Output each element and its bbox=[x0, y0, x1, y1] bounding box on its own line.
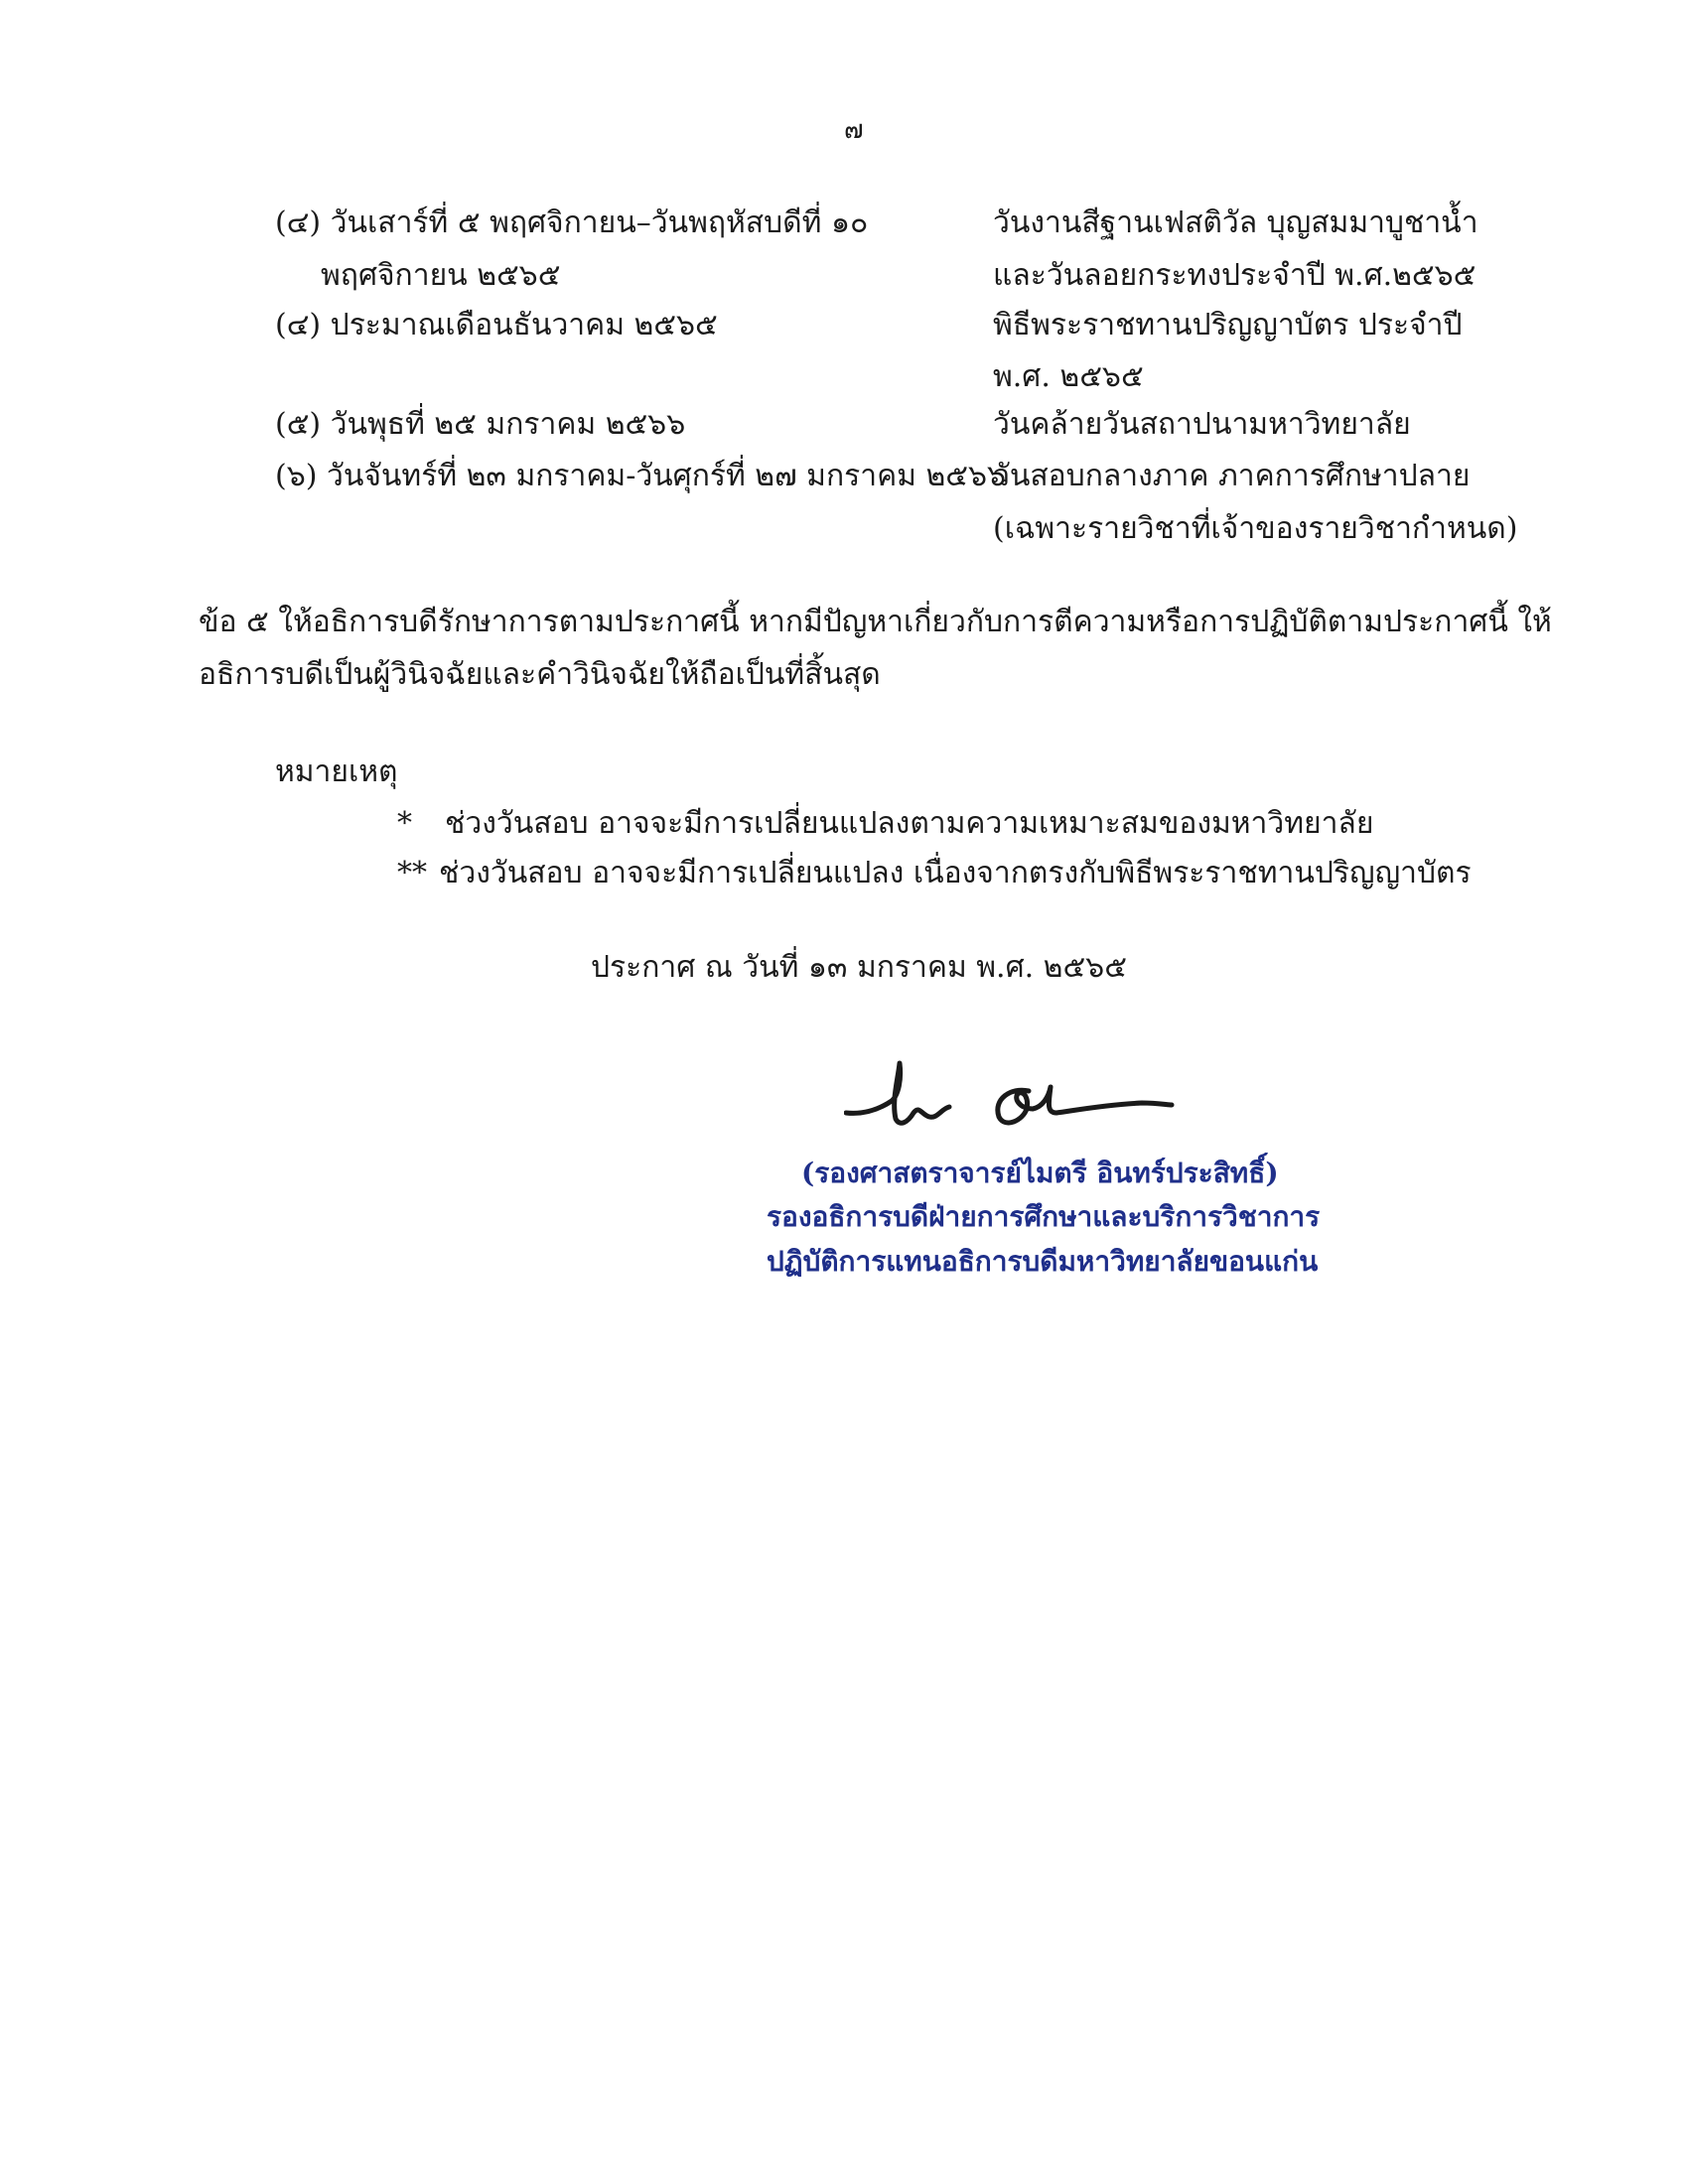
handwritten-signature bbox=[844, 1057, 1192, 1166]
signatory-acting-title: ปฏิบัติการแทนอธิการบดีมหาวิทยาลัยขอนแก่น bbox=[767, 1245, 1319, 1278]
schedule-event: วันงานสีฐานเฟสติวัล บุญสมมาบูชาน้ำ bbox=[993, 205, 1478, 240]
signatory-title: รองอธิการบดีฝ่ายการศึกษาและบริการวิชาการ bbox=[767, 1200, 1321, 1233]
schedule-event: พ.ศ. ๒๕๖๕ bbox=[993, 359, 1144, 394]
schedule-date: (๔) ประมาณเดือนธันวาคม ๒๕๖๕ bbox=[275, 308, 718, 342]
schedule-event: วันสอบกลางภาค ภาคการศึกษาปลาย bbox=[993, 459, 1471, 493]
signatory-name: (รองศาสตราจารย์ไมตรี อินทร์ประสิทธิ์) bbox=[801, 1157, 1279, 1189]
announcement-date: ประกาศ ณ วันที่ ๑๓ มกราคม พ.ศ. ๒๕๖๕ bbox=[591, 950, 1127, 985]
schedule-event: และวันลอยกระทงประจำปี พ.ศ.๒๕๖๕ bbox=[993, 258, 1477, 293]
note-text: ช่วงวันสอบ อาจจะมีการเปลี่ยนแปลงตามความเหมาะสมของมหาวิทยาลัย bbox=[445, 806, 1374, 841]
schedule-event: พิธีพระราชทานปริญญาบัตร ประจำปี bbox=[993, 308, 1463, 342]
note-marker: * bbox=[397, 806, 412, 841]
notes-heading: หมายเหตุ bbox=[275, 754, 398, 789]
note-text: ช่วงวันสอบ อาจจะมีการเปลี่ยนแปลง เนื่องจากตรงกับพิธีพระราชทานปริญญาบัตร bbox=[439, 856, 1472, 890]
schedule-date: (๕) วันพุธที่ ๒๕ มกราคม ๒๕๖๖ bbox=[275, 407, 686, 442]
note-marker: ** bbox=[397, 856, 427, 890]
clause-5-line-1: ข้อ ๕ ให้อธิการบดีรักษาการตามประกาศนี้ หากมีปัญหาเกี่ยวกับการตีความหรือการปฏิบัติตามประกาศนี้ ให้ bbox=[199, 605, 1552, 639]
schedule-date: (๔) วันเสาร์ที่ ๕ พฤศจิกายน–วันพฤหัสบดีที่ ๑๐ bbox=[275, 205, 869, 240]
schedule-date: พฤศจิกายน ๒๕๖๕ bbox=[321, 258, 561, 293]
schedule-event: (เฉพาะรายวิชาที่เจ้าของรายวิชากำหนด) bbox=[993, 511, 1518, 546]
schedule-date: (๖) วันจันทร์ที่ ๒๓ มกราคม-วันศุกร์ที่ ๒๗ มกราคม ๒๕๖๖ bbox=[275, 459, 1007, 493]
page-number: ๗ bbox=[844, 115, 864, 145]
clause-5-line-2: อธิการบดีเป็นผู้วินิจฉัยและคำวินิจฉัยให้ถือเป็นที่สิ้นสุด bbox=[199, 657, 881, 692]
schedule-event: วันคล้ายวันสถาปนามหาวิทยาลัย bbox=[993, 407, 1411, 442]
